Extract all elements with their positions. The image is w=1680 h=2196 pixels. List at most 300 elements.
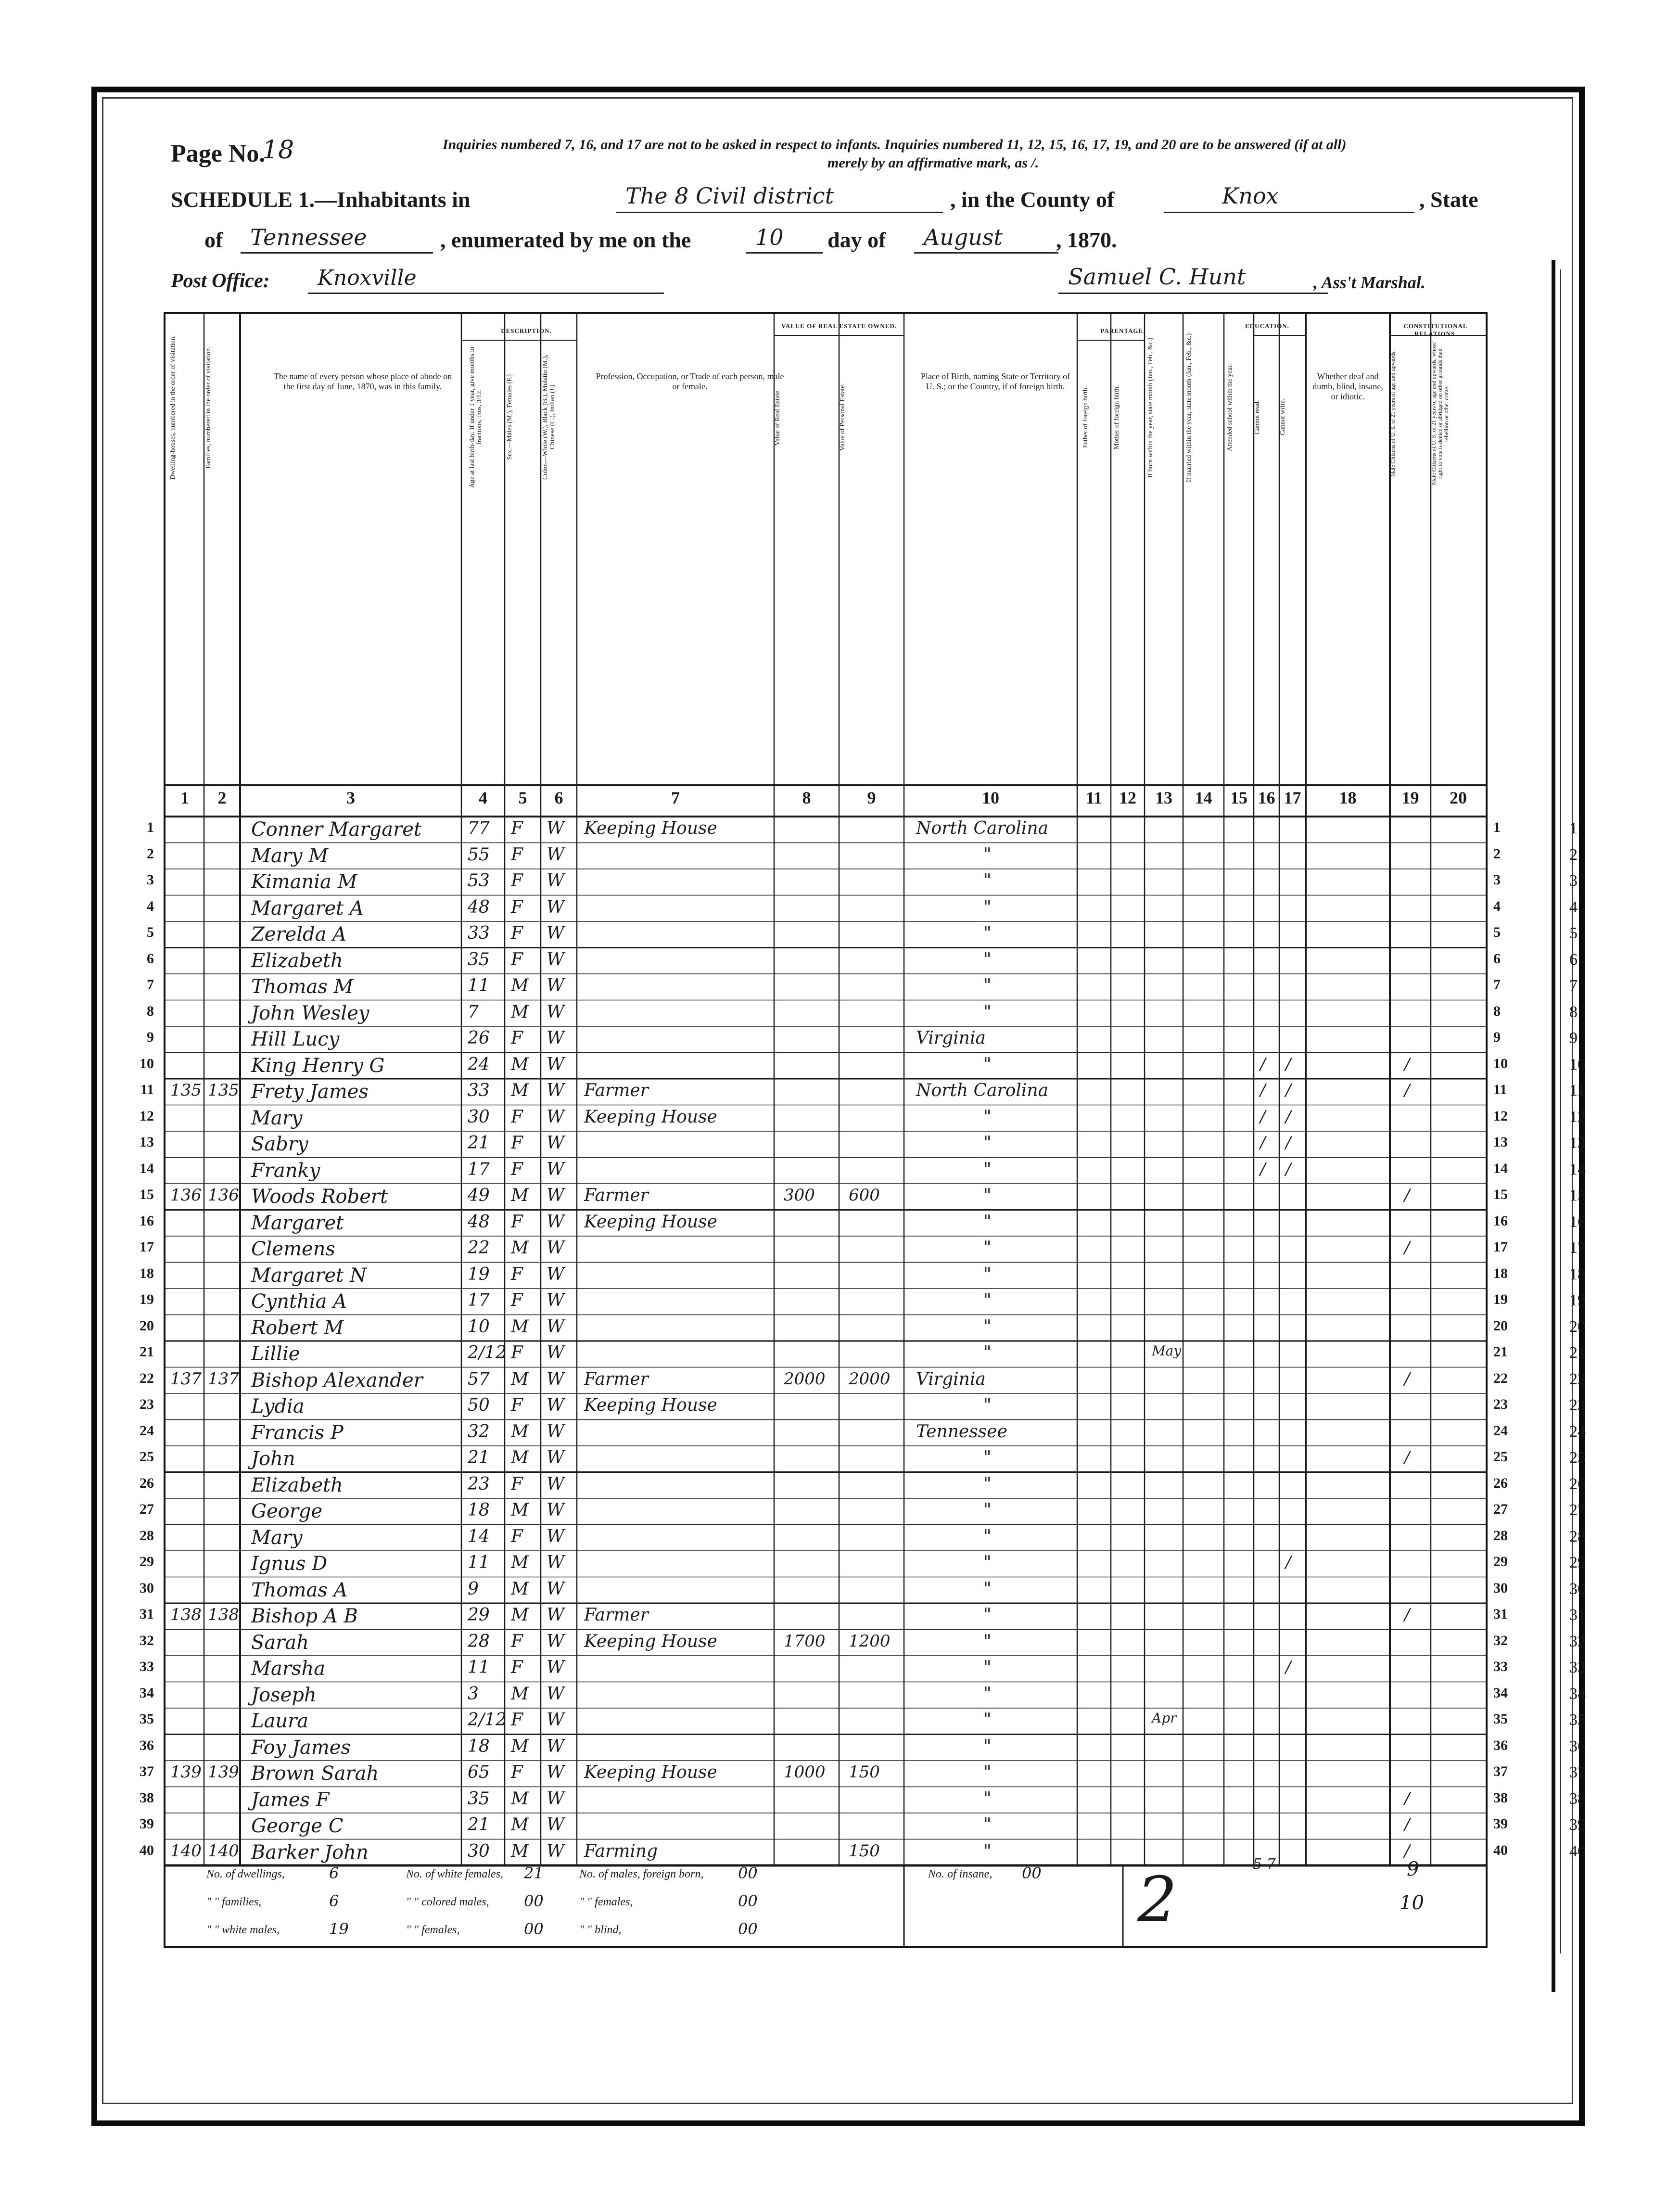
row-number-right: 2 — [1493, 845, 1501, 862]
row-number-left: 40 — [140, 1842, 154, 1858]
person-name: Foy James — [251, 1736, 351, 1759]
birthplace-cell: " — [983, 871, 992, 891]
age-cell: 35 — [468, 1788, 490, 1809]
person-name: Frety James — [251, 1081, 369, 1103]
birthplace-cell: " — [983, 1054, 992, 1074]
row-number-left: 26 — [140, 1475, 154, 1491]
color-cell: W — [547, 976, 565, 996]
blind-label: " " blind, — [579, 1924, 622, 1936]
occupation-cell: Farmer — [584, 1605, 649, 1625]
row-number-right: 19 — [1493, 1291, 1508, 1307]
row-number-right: 14 — [1493, 1160, 1508, 1176]
tally-mark-a: 2 — [1137, 1863, 1177, 1936]
birthplace-cell: North Carolina — [916, 818, 1049, 838]
birthplace-cell: " — [983, 1579, 992, 1599]
male-citizen-mark: / — [1404, 1841, 1410, 1861]
birthplace-cell: " — [983, 976, 992, 996]
dwellings-value: 6 — [329, 1864, 339, 1882]
row-number-left: 17 — [140, 1239, 154, 1255]
sex-cell: M — [511, 1369, 529, 1389]
instructions-line-2: merely by an affirmative mark, as /. — [827, 155, 1039, 171]
col-17-header: Cannot write. — [1279, 398, 1286, 436]
age-cell: 30 — [468, 1107, 490, 1127]
row-number-right: 22 — [1493, 1370, 1508, 1386]
personal-estate-value: 1200 — [849, 1631, 891, 1651]
row-number-right: 20 — [1493, 1317, 1508, 1334]
age-cell: 19 — [468, 1264, 490, 1284]
row-number-left: 14 — [140, 1160, 154, 1176]
row-number-adjacent: 22 — [1569, 1370, 1586, 1388]
females-foreign-label: " " females, — [579, 1896, 633, 1908]
person-name: Sabry — [251, 1133, 308, 1155]
post-office-label: Post Office: — [171, 270, 270, 292]
row-number-right: 33 — [1493, 1659, 1508, 1674]
birthplace-cell: Virginia — [916, 1369, 986, 1389]
col-12-header: Mother of foreign birth. — [1113, 385, 1120, 449]
row-number-adjacent: 9 — [1569, 1029, 1578, 1047]
color-cell: W — [547, 923, 565, 943]
birthplace-cell: " — [983, 1684, 992, 1704]
row-number-left: 4 — [147, 898, 154, 914]
page-gutter — [1552, 260, 1555, 1992]
cannot-write-mark: / — [1285, 1159, 1291, 1179]
person-name: Margaret A — [251, 897, 364, 919]
cannot-write-mark: / — [1285, 1107, 1291, 1126]
row-number-adjacent: 35 — [1569, 1711, 1586, 1729]
real-estate-value: 1000 — [784, 1762, 826, 1782]
color-cell: W — [547, 871, 565, 891]
row-number-left: 23 — [140, 1396, 154, 1412]
row-number-adjacent: 1 — [1569, 819, 1578, 837]
county-underline — [1164, 212, 1414, 213]
age-cell: 24 — [468, 1054, 490, 1074]
birth-month-cell: May — [1152, 1343, 1182, 1359]
sex-cell: F — [511, 1631, 523, 1651]
marshal-underline — [1058, 293, 1328, 294]
sex-cell: M — [511, 1186, 529, 1205]
row-number-adjacent: 23 — [1569, 1396, 1586, 1414]
occupation-cell: Keeping House — [584, 1212, 717, 1232]
sex-cell: M — [511, 1684, 529, 1704]
row-number-left: 25 — [140, 1449, 154, 1465]
row-number-right: 21 — [1493, 1344, 1508, 1360]
row-number-adjacent: 7 — [1569, 977, 1578, 995]
row-number-left: 1 — [147, 819, 154, 835]
row-number-right: 34 — [1493, 1685, 1508, 1701]
row-number-adjacent: 39 — [1569, 1816, 1586, 1834]
person-name: John — [251, 1448, 295, 1470]
col-15-header: Attended school within the year. — [1226, 364, 1234, 451]
females-foreign-value: 00 — [738, 1892, 758, 1910]
male-citizen-mark: / — [1404, 1186, 1410, 1205]
color-cell: W — [547, 949, 565, 970]
sex-cell: F — [511, 1395, 523, 1415]
male-citizen-mark: / — [1404, 1369, 1410, 1389]
birthplace-cell: " — [983, 1631, 992, 1651]
column-number: 11 — [1085, 788, 1102, 807]
person-name: Ignus D — [251, 1553, 328, 1575]
family-number: 137 — [208, 1369, 239, 1389]
column-number: 8 — [802, 788, 811, 807]
real-estate-value: 1700 — [784, 1631, 826, 1651]
age-cell: 21 — [468, 1815, 490, 1835]
sex-cell: F — [511, 1474, 523, 1494]
row-number-adjacent: 27 — [1569, 1501, 1586, 1519]
age-cell: 17 — [468, 1159, 490, 1179]
birthplace-cell: " — [983, 1002, 992, 1022]
row-number-adjacent: 31 — [1569, 1606, 1586, 1624]
row-number-right: 13 — [1493, 1134, 1508, 1150]
row-number-adjacent: 15 — [1569, 1187, 1586, 1204]
person-name: Mary — [251, 1107, 303, 1129]
column-number: 5 — [518, 788, 527, 807]
color-cell: W — [547, 1474, 565, 1494]
birthplace-cell: " — [983, 1264, 992, 1284]
birthplace-cell: " — [983, 1186, 992, 1205]
age-cell: 11 — [468, 1553, 490, 1572]
male-citizen-mark: / — [1404, 1238, 1410, 1257]
cannot-write-mark: / — [1285, 1081, 1291, 1100]
cannot-read-mark: / — [1260, 1054, 1266, 1074]
birthplace-cell: " — [983, 1133, 992, 1153]
person-name: Lydia — [251, 1395, 305, 1417]
col-18-header: Whether deaf and dumb, blind, insane, or idiotic. — [1312, 371, 1383, 401]
row-number-adjacent: 10 — [1569, 1055, 1586, 1073]
person-name: King Henry G — [251, 1054, 385, 1077]
person-name: George — [251, 1500, 323, 1522]
row-number-adjacent: 12 — [1569, 1108, 1586, 1126]
age-cell: 50 — [468, 1395, 490, 1415]
birthplace-cell: " — [983, 1762, 992, 1782]
age-cell: 9 — [468, 1579, 479, 1599]
age-cell: 18 — [468, 1500, 490, 1520]
blind-value: 00 — [738, 1920, 758, 1938]
sex-cell: F — [511, 1159, 523, 1179]
age-cell: 53 — [468, 871, 490, 891]
birthplace-cell: " — [983, 1238, 992, 1258]
male-citizen-mark: / — [1404, 1815, 1410, 1834]
county-prefix: , in the County of — [950, 187, 1115, 212]
row-number-left: 6 — [147, 950, 154, 967]
row-number-adjacent: 17 — [1569, 1239, 1586, 1257]
row-number-right: 40 — [1493, 1842, 1508, 1858]
birthplace-cell: " — [983, 1448, 992, 1468]
column-number: 18 — [1339, 788, 1357, 807]
tally-mark-b: 5 7 — [1253, 1856, 1276, 1873]
row-number-right: 36 — [1493, 1737, 1508, 1753]
birthplace-cell: " — [983, 949, 992, 970]
cannot-write-mark: / — [1285, 1054, 1291, 1074]
post-office-value: Knoxville — [318, 266, 417, 290]
age-cell: 33 — [468, 923, 490, 943]
column-number: 9 — [867, 788, 876, 807]
person-name: Woods Robert — [251, 1186, 388, 1208]
person-name: Marsha — [251, 1658, 326, 1680]
male-citizen-mark: / — [1404, 1054, 1410, 1074]
row-number-adjacent: 20 — [1569, 1317, 1586, 1336]
birthplace-cell: " — [983, 897, 992, 917]
dwelling-number: 135 — [170, 1081, 202, 1100]
row-number-right: 12 — [1493, 1108, 1508, 1124]
column-number: 7 — [671, 788, 680, 807]
person-name: Thomas M — [251, 976, 354, 998]
color-cell: W — [547, 1815, 565, 1835]
sex-cell: M — [511, 1841, 529, 1861]
row-number-adjacent: 4 — [1569, 898, 1578, 916]
page-label: Page No. — [171, 140, 266, 167]
birthplace-cell: " — [983, 923, 992, 943]
color-cell: W — [547, 1736, 565, 1756]
row-number-adjacent: 8 — [1569, 1003, 1578, 1021]
birthplace-cell: " — [983, 1474, 992, 1494]
row-number-right: 16 — [1493, 1213, 1508, 1229]
dwelling-number: 139 — [170, 1762, 202, 1782]
row-number-left: 13 — [140, 1134, 154, 1150]
sex-cell: M — [511, 1736, 529, 1756]
col-7-header: Profession, Occupation, or Trade of each person, male or female. — [596, 371, 784, 391]
birthplace-cell: " — [983, 1107, 992, 1127]
row-number-adjacent: 34 — [1569, 1685, 1586, 1703]
row-number-left: 27 — [140, 1501, 154, 1517]
sex-cell: F — [511, 818, 523, 838]
person-name: Thomas A — [251, 1579, 348, 1601]
sex-cell: M — [511, 1579, 529, 1599]
row-number-adjacent: 11 — [1569, 1082, 1585, 1099]
row-number-right: 28 — [1493, 1527, 1508, 1544]
color-cell: W — [547, 1421, 565, 1442]
row-number-adjacent: 26 — [1569, 1475, 1586, 1493]
row-number-right: 23 — [1493, 1396, 1508, 1412]
age-cell: 30 — [468, 1841, 490, 1861]
age-cell: 77 — [468, 818, 490, 838]
dwellings-label: No. of dwellings, — [206, 1868, 285, 1880]
col-13-header: If born within the year, state month (Jan., Feb., &c.) — [1147, 337, 1154, 478]
table-grid — [165, 314, 1486, 1946]
sex-cell: F — [511, 897, 523, 917]
color-cell: W — [547, 1684, 565, 1704]
white-males-value: 19 — [329, 1920, 349, 1938]
color-cell: W — [547, 818, 565, 838]
color-cell: W — [547, 1212, 565, 1232]
person-name: Elizabeth — [251, 949, 343, 972]
color-cell: W — [547, 1762, 565, 1782]
family-number: 140 — [208, 1841, 239, 1861]
real-estate-value: 2000 — [784, 1369, 826, 1389]
birthplace-cell: " — [983, 1788, 992, 1809]
dwelling-number: 137 — [170, 1369, 202, 1389]
row-number-adjacent: 19 — [1569, 1291, 1586, 1309]
row-number-right: 10 — [1493, 1055, 1508, 1072]
row-number-left: 24 — [140, 1422, 154, 1439]
county-value: Knox — [1222, 183, 1279, 209]
tally-mark-d: 10 — [1400, 1892, 1424, 1914]
col-20-header: Male Citizens of U. S. of 21 years of age and upwards, whose right to vote is denied or abridged on other grounds than rebellion or other crime. — [1430, 342, 1450, 485]
age-cell: 48 — [468, 897, 490, 917]
sex-cell: M — [511, 1316, 529, 1337]
birthplace-cell: " — [983, 844, 992, 865]
real-estate-value: 300 — [784, 1186, 815, 1205]
person-name: Franky — [251, 1159, 320, 1182]
color-cell: W — [547, 1081, 565, 1100]
day-value: 10 — [755, 224, 784, 250]
age-cell: 33 — [468, 1081, 490, 1100]
cannot-write-mark: / — [1285, 1133, 1291, 1152]
col-1-header: Dwelling-houses, numbered in the order of visitation. — [169, 335, 177, 480]
row-number-left: 2 — [147, 845, 154, 862]
color-cell: W — [547, 1841, 565, 1861]
row-number-right: 24 — [1493, 1422, 1508, 1439]
row-number-left: 21 — [140, 1344, 154, 1360]
row-number-adjacent: 6 — [1569, 950, 1578, 969]
row-number-left: 30 — [140, 1580, 154, 1596]
sex-cell: M — [511, 1238, 529, 1258]
column-number: 4 — [479, 788, 487, 807]
row-number-adjacent: 14 — [1569, 1160, 1586, 1178]
row-number-left: 34 — [140, 1685, 154, 1701]
row-number-right: 3 — [1493, 872, 1501, 888]
age-cell: 2/12 — [468, 1343, 507, 1363]
row-number-right: 6 — [1493, 950, 1501, 967]
row-number-left: 36 — [140, 1737, 154, 1753]
color-cell: W — [547, 1054, 565, 1074]
sex-cell: F — [511, 1264, 523, 1284]
person-name: Bishop A B — [251, 1605, 358, 1627]
row-number-left: 5 — [147, 924, 154, 940]
col-16-header: Cannot read. — [1254, 400, 1261, 434]
color-cell: W — [547, 1500, 565, 1520]
person-name: Hill Lucy — [251, 1028, 340, 1050]
age-cell: 18 — [468, 1736, 490, 1756]
sex-cell: F — [511, 1290, 523, 1310]
color-cell: W — [547, 1658, 565, 1677]
age-cell: 29 — [468, 1605, 490, 1625]
col-2-header: Families, numbered in the order of visitation. — [205, 346, 212, 469]
birthplace-cell: " — [983, 1343, 992, 1363]
birthplace-cell: " — [983, 1815, 992, 1835]
males-foreign-label: No. of males, foreign born, — [579, 1868, 704, 1880]
birthplace-cell: " — [983, 1290, 992, 1310]
age-cell: 22 — [468, 1238, 490, 1258]
row-number-left: 7 — [147, 977, 154, 993]
marshal-signature: Samuel C. Hunt — [1068, 264, 1246, 290]
birthplace-cell: " — [983, 1736, 992, 1756]
birthplace-cell: " — [983, 1553, 992, 1572]
birthplace-cell: " — [983, 1212, 992, 1232]
person-name: Sarah — [251, 1631, 309, 1654]
color-cell: W — [547, 1788, 565, 1809]
person-name: Margaret N — [251, 1264, 367, 1287]
birthplace-cell: " — [983, 1658, 992, 1677]
row-number-adjacent: 28 — [1569, 1527, 1586, 1545]
column-number: 3 — [346, 788, 355, 807]
color-cell: W — [547, 1579, 565, 1599]
birthplace-cell: " — [983, 1841, 992, 1861]
sex-cell: M — [511, 1421, 529, 1442]
col-8-header: Value of Real Estate. — [774, 389, 781, 446]
column-number: 14 — [1195, 788, 1212, 807]
row-number-right: 7 — [1493, 977, 1501, 993]
personal-estate-value: 2000 — [849, 1369, 891, 1389]
birthplace-cell: " — [983, 1395, 992, 1415]
page-number: 18 — [262, 136, 294, 165]
occupation-cell: Keeping House — [584, 818, 717, 838]
birthplace-cell: " — [983, 1710, 992, 1730]
sex-cell: F — [511, 1212, 523, 1232]
color-cell: W — [547, 1526, 565, 1546]
row-number-adjacent: 13 — [1569, 1134, 1586, 1152]
sex-cell: F — [511, 844, 523, 865]
cannot-write-mark: / — [1285, 1658, 1291, 1677]
row-number-left: 37 — [140, 1763, 154, 1779]
color-cell: W — [547, 1369, 565, 1389]
column-number: 13 — [1155, 788, 1172, 807]
age-cell: 32 — [468, 1421, 490, 1442]
year-label: , 1870. — [1056, 228, 1117, 252]
group-description: DESCRIPTION. — [501, 327, 552, 334]
row-number-right: 8 — [1493, 1003, 1501, 1019]
sex-cell: F — [511, 1028, 523, 1048]
column-number: 6 — [554, 788, 563, 807]
row-number-right: 15 — [1493, 1187, 1508, 1202]
males-foreign-value: 00 — [738, 1864, 758, 1882]
color-cell: W — [547, 1002, 565, 1022]
color-cell: W — [547, 1448, 565, 1468]
row-number-left: 20 — [140, 1317, 154, 1334]
day-of-label: day of — [827, 228, 886, 252]
row-number-adjacent: 33 — [1569, 1659, 1586, 1676]
occupation-cell: Farmer — [584, 1369, 649, 1389]
month-underline — [914, 252, 1058, 254]
row-number-left: 35 — [140, 1711, 154, 1727]
family-number: 136 — [208, 1186, 239, 1205]
age-cell: 55 — [468, 844, 490, 865]
sex-cell: M — [511, 1002, 529, 1022]
family-number: 138 — [208, 1605, 239, 1624]
row-number-adjacent: 37 — [1569, 1763, 1586, 1781]
birthplace-cell: " — [983, 1605, 992, 1625]
row-number-adjacent: 24 — [1569, 1422, 1586, 1441]
sex-cell: F — [511, 871, 523, 891]
occupation-cell: Farming — [584, 1841, 658, 1861]
person-name: Mary — [251, 1526, 303, 1549]
person-name: James F — [251, 1788, 330, 1811]
col-19-header: Male Citizens of U. S. of 21 years of age and upwards. — [1389, 350, 1396, 477]
post-office-underline — [308, 293, 664, 294]
sex-cell: F — [511, 1762, 523, 1782]
birthplace-cell: North Carolina — [916, 1081, 1049, 1100]
sex-cell: F — [511, 1526, 523, 1546]
age-cell: 2/12 — [468, 1710, 507, 1730]
state-value: Tennessee — [250, 224, 367, 250]
row-number-right: 27 — [1493, 1501, 1508, 1517]
age-cell: 7 — [468, 1002, 479, 1022]
month-value: August — [924, 224, 1003, 250]
color-cell: W — [547, 1028, 565, 1048]
birthplace-cell: " — [983, 1500, 992, 1520]
column-number: 10 — [982, 788, 999, 807]
sex-cell: M — [511, 1081, 529, 1100]
row-number-left: 8 — [147, 1003, 154, 1019]
colored-males-value: 00 — [524, 1892, 544, 1910]
sex-cell: M — [511, 1448, 529, 1468]
sex-cell: M — [511, 1553, 529, 1572]
age-cell: 21 — [468, 1133, 490, 1153]
group-education: EDUCATION. — [1245, 322, 1289, 330]
row-number-adjacent: 21 — [1569, 1344, 1586, 1362]
row-number-right: 25 — [1493, 1449, 1508, 1465]
color-cell: W — [547, 1710, 565, 1730]
row-number-adjacent: 2 — [1569, 845, 1578, 864]
